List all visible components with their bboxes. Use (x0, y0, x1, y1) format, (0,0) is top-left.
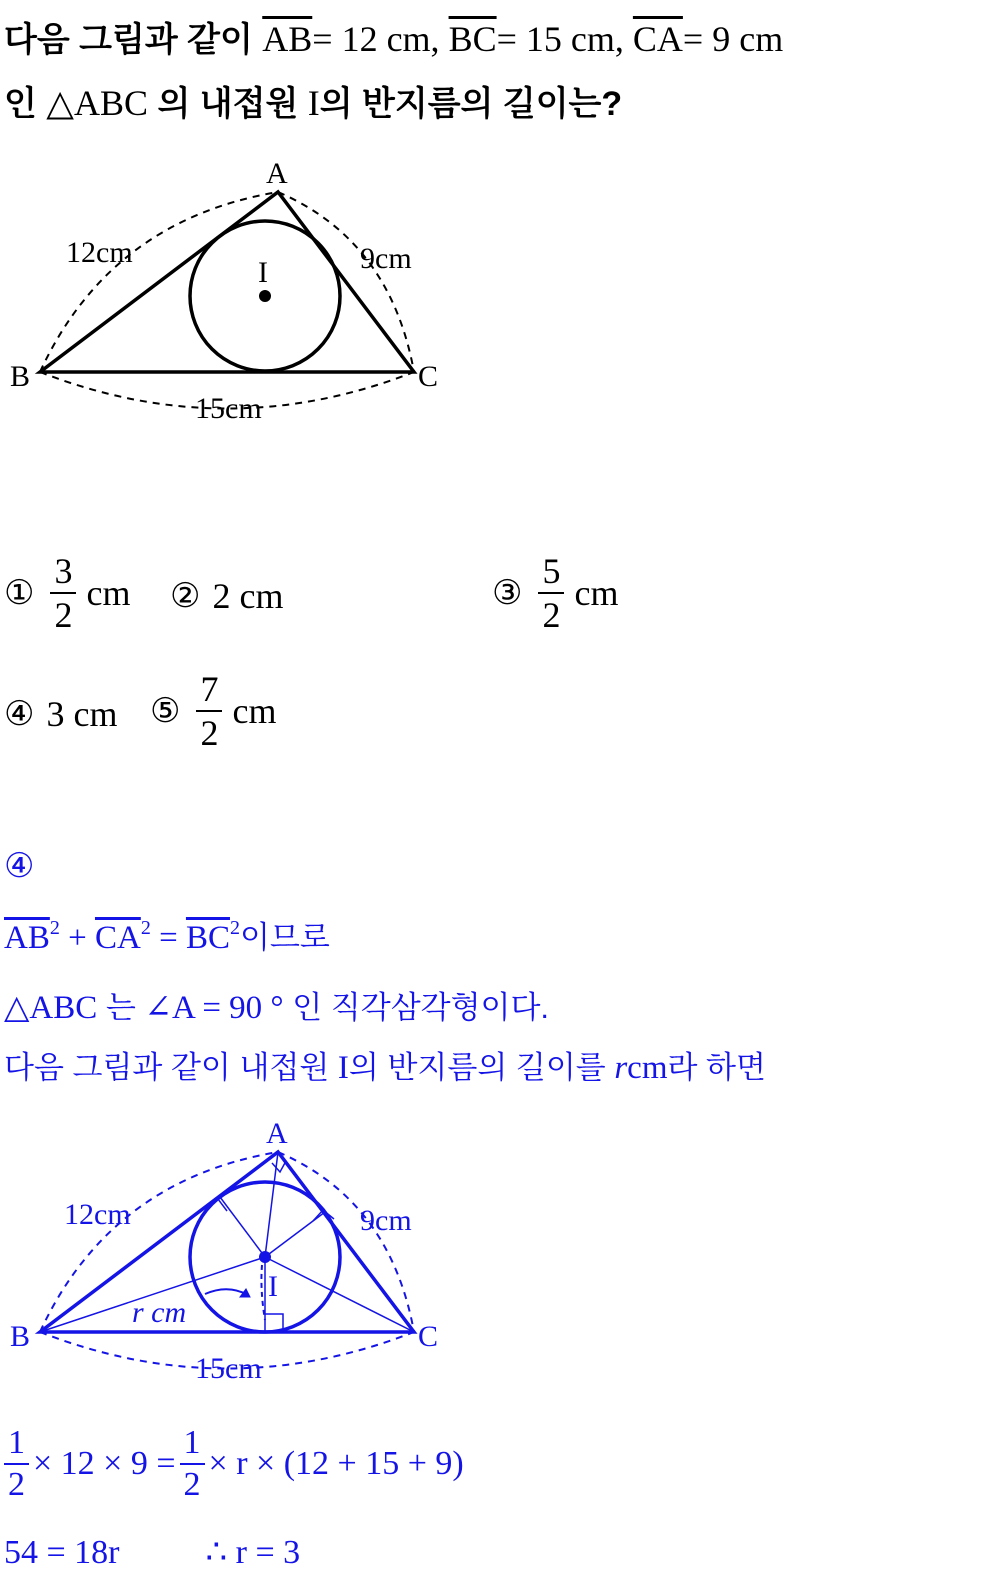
segment-ab: $\overline{AB}$ (262, 19, 313, 59)
bc-length: = 15 cm, (496, 19, 633, 59)
triangle-figure (0, 150, 470, 440)
equation-2: 54 = 18r ∴ r = 3 (4, 1534, 301, 1571)
choice-number: ① (4, 573, 35, 613)
incenter-label: I (258, 256, 268, 289)
side-ca-length: 9cm (360, 242, 412, 275)
question-text: 의 반지름의 길이는? (319, 85, 623, 123)
choice-unit: cm (574, 573, 619, 613)
choice-4[interactable] (4, 693, 117, 735)
choice-3[interactable] (492, 553, 618, 633)
choice-unit: cm (232, 691, 277, 731)
fraction: $\frac{7}{2}$ (196, 671, 222, 751)
choice-value: 3 cm (46, 694, 118, 734)
choice-1[interactable] (4, 553, 130, 633)
choice-number: ② (170, 576, 201, 616)
solution-figure (0, 1110, 470, 1400)
vertex-b-label: B (10, 360, 31, 393)
side-bc-length: 15cm (195, 1352, 262, 1385)
solution-line-1: $\overline{AB}^2 + \overline{CA}^2 = \overline{BC}^2$이므로 (4, 917, 330, 956)
fraction: $\frac{1}{2}$ (180, 1426, 205, 1502)
vertex-c-label: C (418, 360, 439, 393)
vertex-a-label: A (266, 1117, 288, 1150)
solution-line-3: 다음 그림과 같이 내접원 I의 반지름의 길이를 rcm라 하면 (4, 1050, 766, 1086)
question-line-1 (4, 12, 783, 61)
side-ab-length: 12cm (64, 1198, 131, 1231)
side-ca-length: 9cm (360, 1204, 412, 1237)
choice-unit: cm (86, 573, 131, 613)
incenter-i: I (307, 83, 320, 123)
side-bc-length: 15cm (195, 392, 262, 425)
answer: ④ (4, 846, 35, 886)
solution-line-2: △ABC 는 ∠A = 90 ° 인 직각삼각형이다. (4, 990, 550, 1026)
segment-ca: $\overline{CA}$ (632, 19, 683, 59)
triangle (40, 192, 414, 372)
equation-1: $\frac{1}{2}$ × 12 × 9 = $\frac{1}{2}$ × r × (12 + 15 + 9) (4, 1426, 464, 1502)
choice-number: ③ (492, 573, 523, 613)
choice-5[interactable] (150, 671, 276, 751)
vertex-c-label: C (418, 1320, 439, 1353)
triangle-abc: △ABC (46, 83, 149, 123)
fraction: $\frac{1}{2}$ (4, 1426, 29, 1502)
choice-2[interactable] (170, 575, 283, 617)
radius-label: r cm (132, 1296, 187, 1329)
fraction: $\frac{5}{2}$ (538, 553, 564, 633)
vertex-a-label: A (266, 157, 288, 190)
incenter-dot (259, 1251, 271, 1263)
question-text: 의 내접원 (148, 85, 308, 123)
question-text: 인 (4, 85, 47, 123)
question-line-2 (4, 76, 622, 125)
fraction: $\frac{3}{2}$ (50, 553, 76, 633)
segment-bc: $\overline{BC}$ (448, 19, 497, 59)
triangle (40, 1152, 414, 1332)
choice-number: ⑤ (150, 691, 181, 731)
side-ab-length: 12cm (66, 236, 133, 269)
incenter-label: I (268, 1270, 278, 1303)
question-text: 다음 그림과 같이 (4, 21, 263, 59)
ab-length: = 12 cm, (312, 19, 449, 59)
ca-length: = 9 cm (682, 19, 784, 59)
choice-value: 2 cm (212, 576, 284, 616)
incenter-dot (259, 290, 271, 302)
choice-number: ④ (4, 694, 35, 734)
vertex-b-label: B (10, 1320, 31, 1353)
